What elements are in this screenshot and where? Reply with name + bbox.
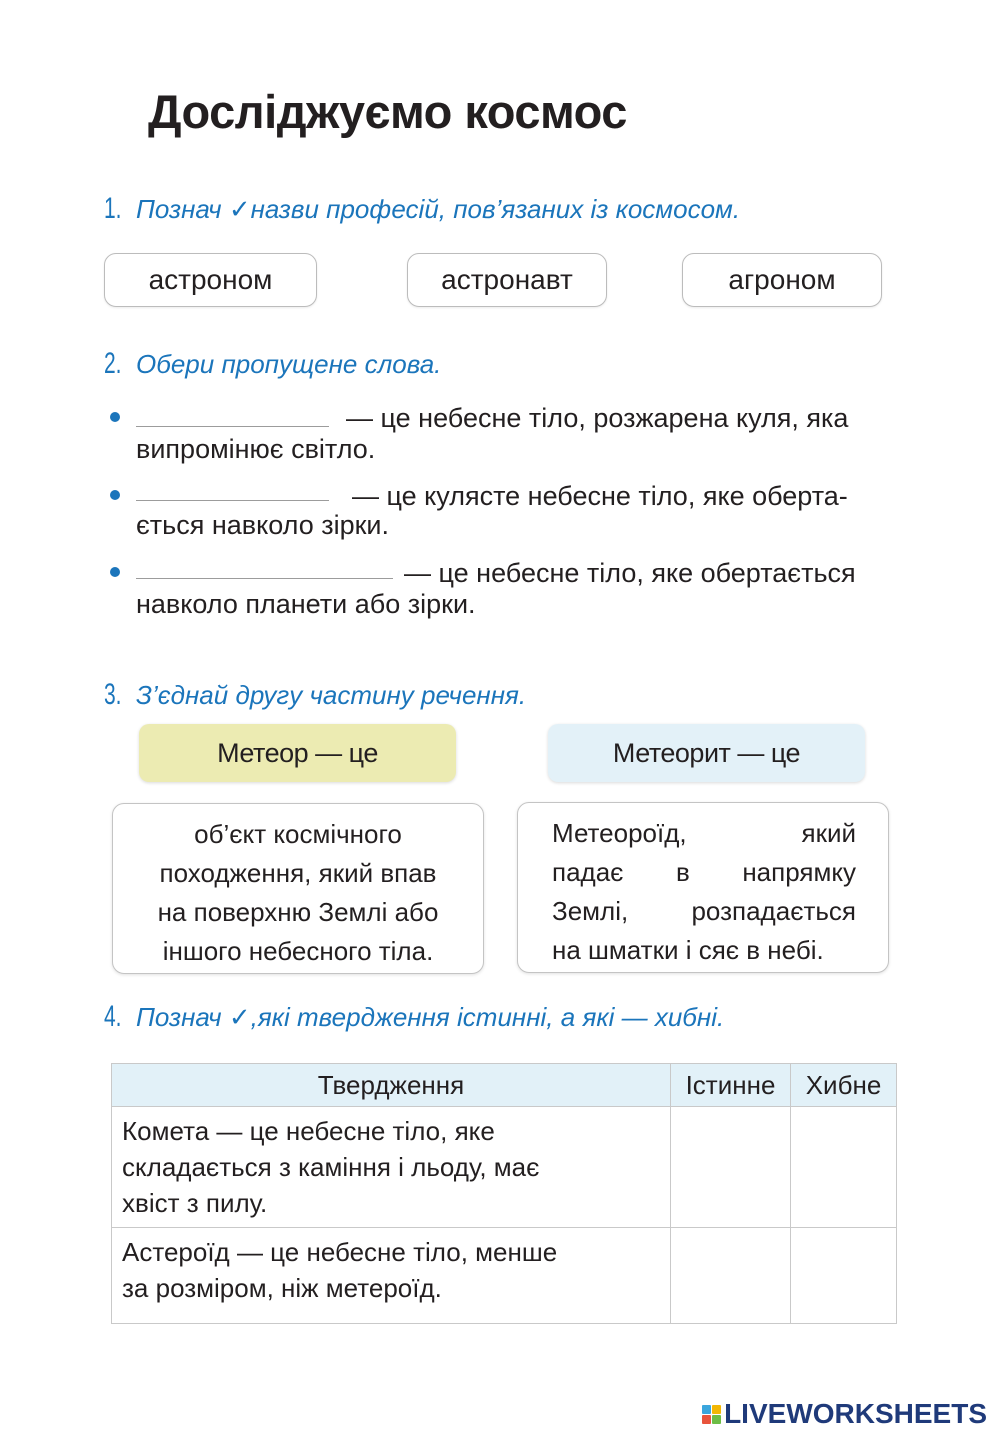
option-label: астроном bbox=[148, 264, 273, 295]
word: який bbox=[801, 818, 856, 848]
meteorite-heading-box[interactable] bbox=[548, 724, 865, 782]
task-4-instruction bbox=[104, 1000, 724, 1034]
sentence-3-line-2: навколо планети або зірки. bbox=[136, 589, 476, 619]
task-2-number: 2. bbox=[104, 347, 122, 380]
header-false: Хибне bbox=[791, 1064, 897, 1107]
true-check-cell[interactable] bbox=[671, 1107, 791, 1228]
definition-right-line bbox=[552, 814, 856, 853]
definition-left-line: об’єкт космічного bbox=[194, 819, 402, 849]
answer-blank-2[interactable] bbox=[136, 500, 329, 501]
table-row bbox=[112, 1228, 897, 1324]
statement-line: Комета — це небесне тіло, яке bbox=[122, 1116, 495, 1146]
bullet-icon bbox=[110, 412, 120, 422]
task-1-text-after: назви професій, пов’язаних із космосом. bbox=[250, 194, 741, 224]
bullet-icon bbox=[110, 490, 120, 500]
sentence-2-line-2: ється навколо зірки. bbox=[136, 510, 390, 540]
answer-blank-1[interactable] bbox=[136, 426, 329, 427]
definition-right-line bbox=[552, 853, 856, 892]
task-4-text-after: ,які твердження істинні, а які — хибні. bbox=[250, 1002, 725, 1032]
sentence-1-line-2: випромінює світло. bbox=[136, 434, 376, 464]
logo-text: LIVEWORKSHEETS bbox=[724, 1398, 987, 1429]
task-1-instruction bbox=[104, 192, 740, 226]
sentence-3-line-1: — це небесне тіло, яке обертається bbox=[404, 558, 856, 588]
definition-left-line: походження, який впав bbox=[159, 858, 437, 888]
task-1-number: 1. bbox=[104, 192, 122, 225]
page-title: Досліджуємо космос bbox=[148, 85, 627, 138]
true-check-cell[interactable] bbox=[671, 1228, 791, 1324]
word: падає bbox=[552, 857, 624, 887]
word: напрямку bbox=[742, 857, 856, 887]
definition-right-line bbox=[552, 931, 856, 970]
liveworksheets-logo[interactable] bbox=[702, 1398, 987, 1430]
option-label: агроном bbox=[728, 264, 836, 295]
word: в bbox=[675, 857, 690, 887]
task-3-text: З’єднай другу частину речення. bbox=[136, 680, 527, 710]
task-1-text-before: Познач bbox=[136, 194, 229, 224]
word: на шматки і сяє в небі. bbox=[552, 935, 824, 965]
sentence-2-line-1: — це кулясте небесне тіло, яке оберта- bbox=[352, 481, 848, 511]
task-3-instruction bbox=[104, 678, 526, 712]
table-row bbox=[112, 1107, 897, 1228]
statement-cell bbox=[112, 1228, 671, 1324]
statement-line: за розміром, ніж метероїд. bbox=[122, 1273, 442, 1303]
statement-line: Астероїд — це небесне тіло, менше bbox=[122, 1237, 558, 1267]
task-2-instruction bbox=[104, 347, 441, 381]
statement-line: хвіст з пилу. bbox=[122, 1188, 268, 1218]
task-3-number: 3. bbox=[104, 678, 122, 711]
sentence-1-line-1: — це небесне тіло, розжарена куля, яка bbox=[346, 403, 849, 433]
option-astronavt[interactable] bbox=[407, 253, 607, 307]
task-4-text-before: Познач bbox=[136, 1002, 229, 1032]
task-2-text: Обери пропущене слова. bbox=[136, 349, 442, 379]
word: Землі, bbox=[552, 896, 629, 926]
definition-left-line: іншого небесного тіла. bbox=[162, 936, 434, 966]
definition-card-left[interactable] bbox=[112, 803, 484, 974]
word: розпадається bbox=[691, 896, 856, 926]
word: Метеороїд, bbox=[552, 818, 687, 848]
bullet-icon bbox=[110, 567, 120, 577]
definition-left-line: на поверхню Землі або bbox=[157, 897, 439, 927]
definition-right-line bbox=[552, 892, 856, 931]
task-4-number: 4. bbox=[104, 1000, 122, 1033]
header-true: Істинне bbox=[671, 1064, 791, 1107]
meteor-heading-box[interactable] bbox=[139, 724, 456, 782]
option-astronom[interactable] bbox=[104, 253, 317, 307]
table-header-row bbox=[112, 1064, 897, 1107]
answer-blank-3[interactable] bbox=[136, 578, 393, 579]
header-statement: Твердження bbox=[112, 1064, 671, 1107]
option-label: астронавт bbox=[441, 264, 573, 295]
false-check-cell[interactable] bbox=[791, 1228, 897, 1324]
liveworksheets-logo-icon bbox=[702, 1405, 721, 1424]
option-ahronom[interactable] bbox=[682, 253, 882, 307]
checkmark-icon: ✓ bbox=[228, 1002, 251, 1032]
statement-line: складається з каміння і льоду, має bbox=[122, 1152, 540, 1182]
checkmark-icon: ✓ bbox=[228, 194, 251, 224]
definition-card-right[interactable] bbox=[517, 802, 889, 973]
statement-cell bbox=[112, 1107, 671, 1228]
false-check-cell[interactable] bbox=[791, 1107, 897, 1228]
true-false-table bbox=[111, 1063, 897, 1324]
meteorite-heading: Метеорит — це bbox=[612, 737, 801, 768]
meteor-heading: Метеор — це bbox=[217, 737, 378, 768]
